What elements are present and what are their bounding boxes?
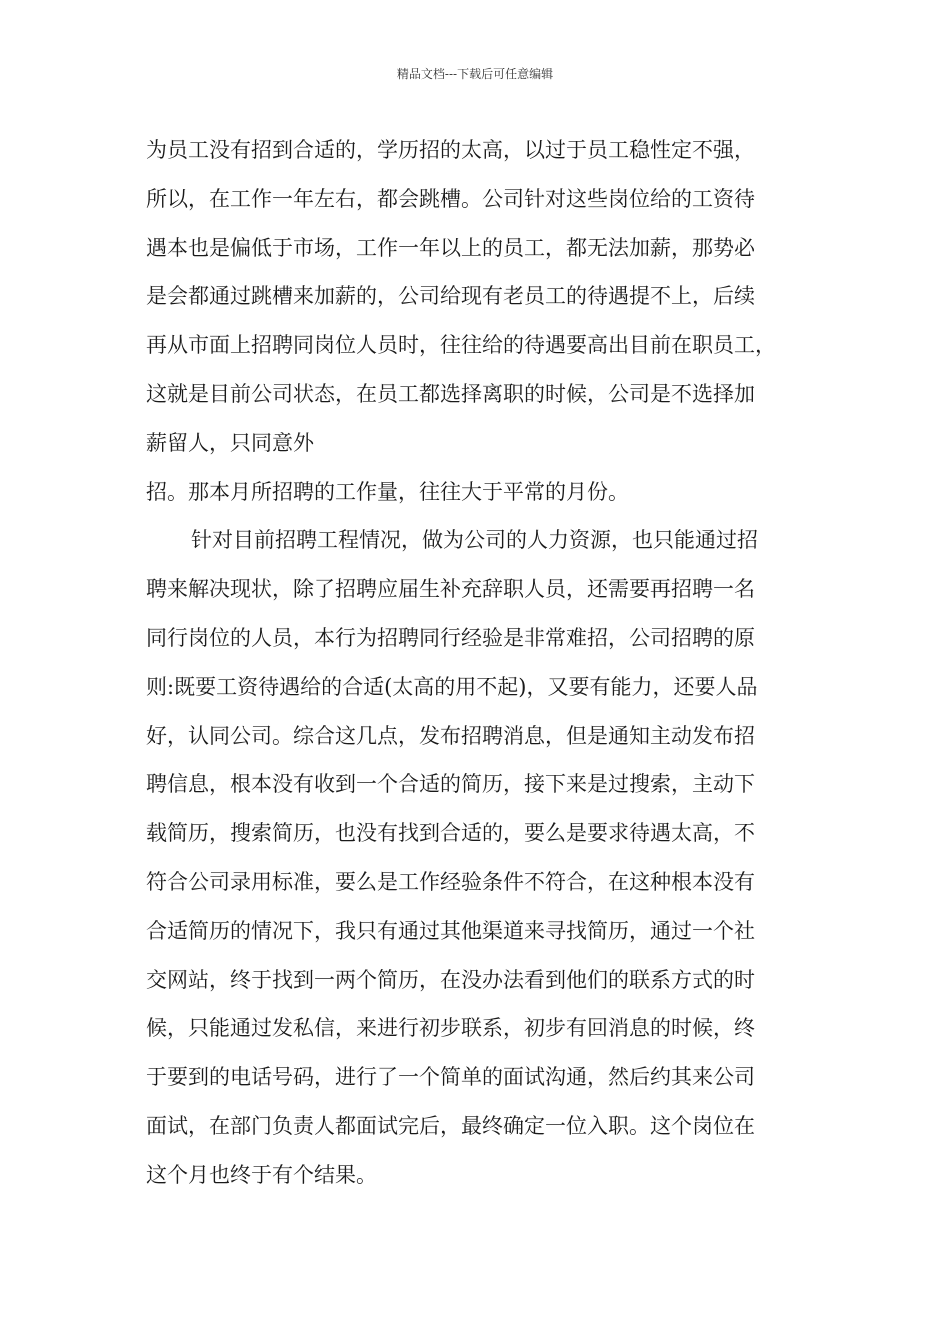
text-line: 为员工没有招到合适的，学历招的太高，以过于员工稳性定不强， bbox=[146, 138, 755, 162]
text-line: 所以，在工作一年左右，都会跳槽。公司针对这些岗位给的工资待 bbox=[146, 186, 755, 211]
text-line: 聘信息，根本没有收到一个合适的简历，接下来是过搜索，主动下 bbox=[146, 772, 755, 797]
text-line: 于要到的电话号码，进行了一个简单的面试沟通，然后约其来公司 bbox=[146, 1065, 755, 1090]
text-line: 候，只能通过发私信，来进行初步联系，初步有回消息的时候，终 bbox=[146, 1016, 755, 1041]
document-body bbox=[146, 126, 826, 1200]
text-line: 交网站，终于找到一两个简历，在没办法看到他们的联系方式的时 bbox=[146, 967, 755, 992]
text-line: 是会都通过跳槽来加薪的，公司给现有老员工的待遇提不上，后续 bbox=[146, 284, 755, 309]
text-line: 再从市面上招聘同岗位人员时，往往给的待遇要高出目前在职员工， bbox=[146, 333, 776, 358]
text-line: 符合公司录用标准，要么是工作经验条件不符合，在这种根本没有 bbox=[146, 869, 755, 894]
text-line: 薪留人，只同意外 bbox=[146, 430, 314, 455]
text-line: 好，认同公司。综合这几点，发布招聘消息，但是通知主动发布招 bbox=[146, 723, 755, 748]
text-line: 聘来解决现状，除了招聘应届生补充辞职人员，还需要再招聘一名 bbox=[146, 577, 755, 602]
paragraph-first-line: 针对目前招聘工程情况，做为公司的人力资源，也只能通过招 bbox=[191, 528, 758, 553]
text-line: 载简历，搜索简历，也没有找到合适的，要么是要求待遇太高，不 bbox=[146, 821, 755, 846]
text-line: 这就是目前公司状态，在员工都选择离职的时候，公司是不选择加 bbox=[146, 381, 755, 406]
page-header: 精品文档---下载后可任意编辑 bbox=[396, 67, 554, 81]
text-line: 这个月也终于有个结果。 bbox=[146, 1162, 377, 1187]
text-line: 招。那本月所招聘的工作量，往往大于平常的月份。 bbox=[146, 479, 629, 504]
text-line: 面试，在部门负责人都面试完后，最终确定一位入职。这个岗位在 bbox=[146, 1113, 755, 1138]
text-line: 同行岗位的人员，本行为招聘同行经验是非常难招，公司招聘的原 bbox=[146, 625, 755, 650]
text-line: 则:既要工资待遇给的合适(太高的用不起)，又要有能力，还要人品 bbox=[146, 674, 758, 699]
text-line: 遇本也是偏低于市场，工作一年以上的员工，都无法加薪，那势必 bbox=[146, 235, 755, 260]
text-line: 合适简历的情况下，我只有通过其他渠道来寻找简历，通过一个社 bbox=[146, 918, 755, 943]
